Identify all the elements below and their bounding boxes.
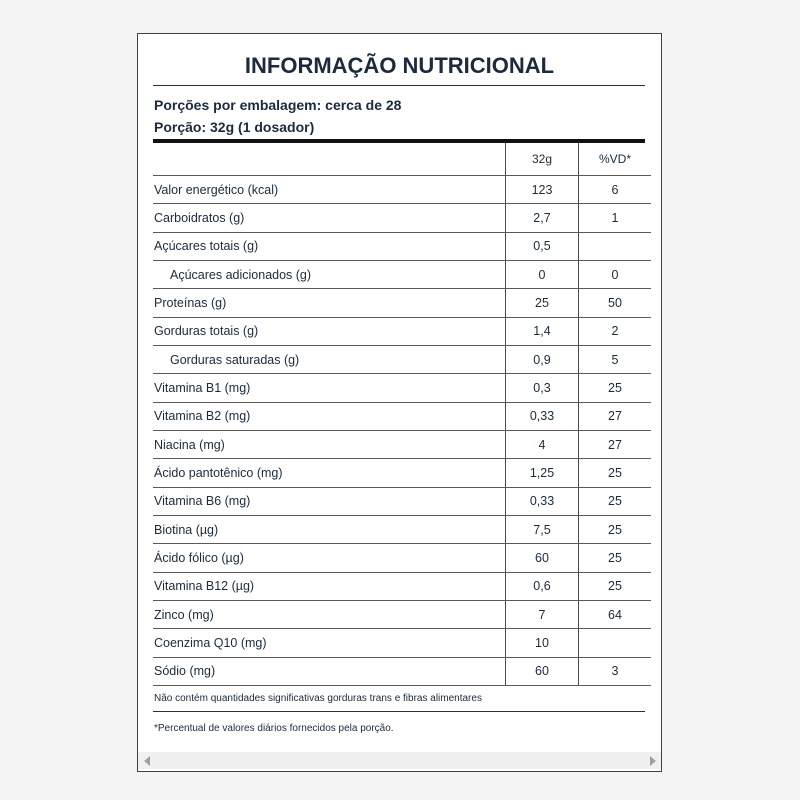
nutrient-name: Vitamina B6 (mg) bbox=[154, 494, 251, 509]
nutrient-name: Vitamina B1 (mg) bbox=[154, 380, 251, 395]
servings-per-package: Porções por embalagem: cerca de 28 bbox=[154, 97, 402, 113]
table-row bbox=[153, 176, 651, 204]
amount-value: 0,5 bbox=[505, 233, 578, 260]
dv-value: 27 bbox=[578, 431, 651, 458]
amount-value: 1,4 bbox=[505, 318, 578, 345]
amount-value: 60 bbox=[505, 658, 578, 685]
table-row bbox=[153, 573, 651, 601]
header-amount: 32g bbox=[505, 143, 578, 175]
amount-value: 1,25 bbox=[505, 459, 578, 486]
dv-value: 6 bbox=[578, 176, 651, 203]
amount-value: 7 bbox=[505, 601, 578, 628]
table-row bbox=[153, 289, 651, 317]
dv-value: 25 bbox=[578, 573, 651, 600]
footnote-not-significant: Não contém quantidades significativas gorduras trans e fibras alimentares bbox=[154, 693, 482, 704]
table-row bbox=[153, 629, 651, 657]
nutrient-name: Gorduras totais (g) bbox=[154, 324, 259, 339]
horizontal-scrollbar[interactable] bbox=[138, 752, 661, 769]
table-row bbox=[153, 459, 651, 487]
arrow-right-icon bbox=[650, 756, 656, 766]
nutrient-name: Zinco (mg) bbox=[154, 607, 214, 622]
amount-value: 2,7 bbox=[505, 204, 578, 231]
dv-value bbox=[578, 233, 651, 260]
scroll-track[interactable] bbox=[155, 752, 644, 769]
nutrient-name: Vitamina B2 (mg) bbox=[154, 409, 251, 424]
title-divider bbox=[153, 85, 645, 86]
table-row bbox=[153, 544, 651, 572]
header-dv: %VD* bbox=[578, 143, 651, 175]
footnote-divider bbox=[153, 711, 645, 712]
nutrient-name: Proteínas (g) bbox=[154, 295, 227, 310]
dv-value: 5 bbox=[578, 346, 651, 373]
dv-value: 64 bbox=[578, 601, 651, 628]
amount-value: 123 bbox=[505, 176, 578, 203]
arrow-left-icon bbox=[144, 756, 150, 766]
table-row bbox=[153, 346, 651, 374]
nutrition-table bbox=[153, 143, 651, 686]
nutrient-name: Niacina (mg) bbox=[154, 437, 225, 452]
table-row bbox=[153, 516, 651, 544]
amount-value: 25 bbox=[505, 289, 578, 316]
table-row bbox=[153, 431, 651, 459]
dv-value: 25 bbox=[578, 459, 651, 486]
amount-value: 10 bbox=[505, 629, 578, 656]
amount-value: 0,33 bbox=[505, 403, 578, 430]
amount-value: 4 bbox=[505, 431, 578, 458]
table-row bbox=[153, 403, 651, 431]
header-nutrient-cell bbox=[153, 143, 505, 175]
nutrient-name: Açúcares totais (g) bbox=[154, 239, 259, 254]
nutrient-name: Ácido pantotênico (mg) bbox=[154, 465, 283, 480]
amount-value: 0 bbox=[505, 261, 578, 288]
nutrition-panel bbox=[137, 33, 662, 772]
dv-value: 27 bbox=[578, 403, 651, 430]
serving-size: Porção: 32g (1 dosador) bbox=[154, 119, 315, 135]
page-title: INFORMAÇÃO NUTRICIONAL bbox=[244, 53, 555, 78]
table-row bbox=[153, 204, 651, 232]
amount-value: 0,6 bbox=[505, 573, 578, 600]
nutrient-name: Açúcares adicionados (g) bbox=[170, 267, 312, 282]
footnote-dv: *Percentual de valores diários fornecidos pela porção. bbox=[154, 723, 394, 734]
dv-value: 25 bbox=[578, 516, 651, 543]
amount-value: 0,3 bbox=[505, 374, 578, 401]
nutrient-name: Ácido fólico (µg) bbox=[154, 550, 244, 565]
amount-value: 0,33 bbox=[505, 488, 578, 515]
nutrient-name: Coenzima Q10 (mg) bbox=[154, 635, 267, 650]
dv-value: 50 bbox=[578, 289, 651, 316]
nutrient-name: Biotina (µg) bbox=[154, 522, 219, 537]
nutrient-name: Valor energético (kcal) bbox=[154, 182, 279, 197]
dv-value: 0 bbox=[578, 261, 651, 288]
nutrient-name: Carboidratos (g) bbox=[154, 210, 245, 225]
dv-value: 25 bbox=[578, 374, 651, 401]
table-row bbox=[153, 601, 651, 629]
table-row bbox=[153, 318, 651, 346]
table-row bbox=[153, 374, 651, 402]
dv-value: 3 bbox=[578, 658, 651, 685]
nutrient-name: Vitamina B12 (µg) bbox=[154, 579, 255, 594]
table-row bbox=[153, 488, 651, 516]
nutrient-name: Sódio (mg) bbox=[154, 664, 216, 679]
table-row bbox=[153, 658, 651, 686]
dv-value: 1 bbox=[578, 204, 651, 231]
table-row bbox=[153, 261, 651, 289]
dv-value bbox=[578, 629, 651, 656]
dv-value: 2 bbox=[578, 318, 651, 345]
scroll-left-button[interactable] bbox=[138, 752, 155, 769]
amount-value: 0,9 bbox=[505, 346, 578, 373]
amount-value: 60 bbox=[505, 544, 578, 571]
amount-value: 7,5 bbox=[505, 516, 578, 543]
dv-value: 25 bbox=[578, 544, 651, 571]
table-header-row bbox=[153, 143, 651, 176]
dv-value: 25 bbox=[578, 488, 651, 515]
nutrient-name: Gorduras saturadas (g) bbox=[170, 352, 300, 367]
table-row bbox=[153, 233, 651, 261]
scroll-right-button[interactable] bbox=[644, 752, 661, 769]
